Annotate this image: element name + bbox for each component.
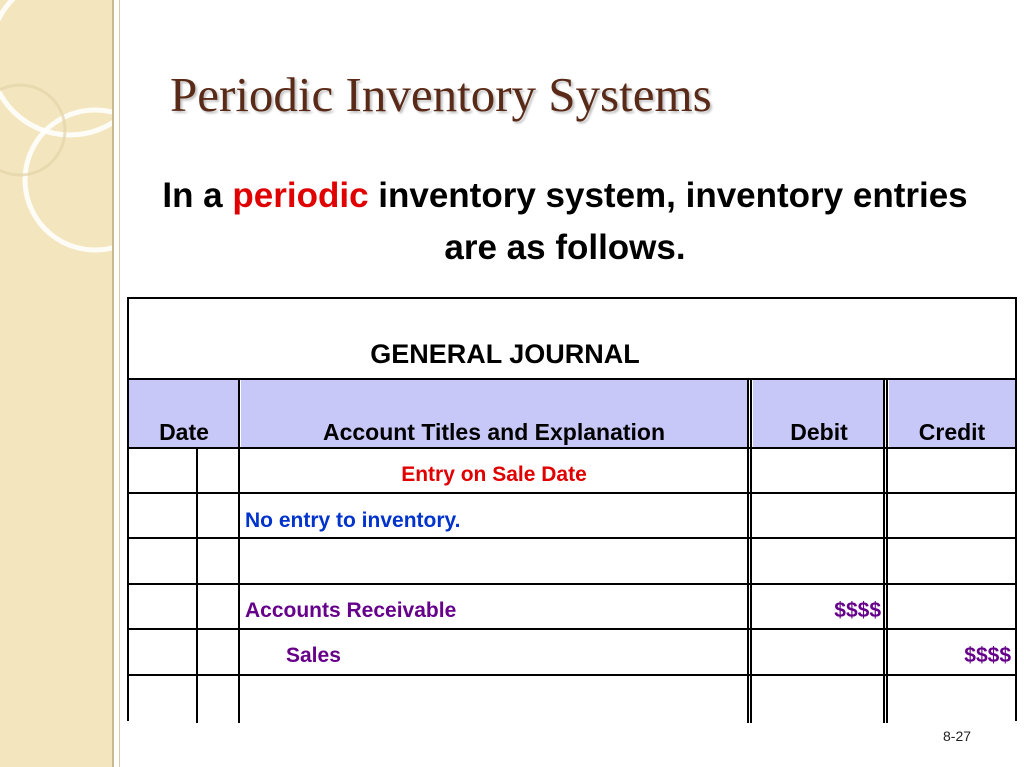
column-header-credit-label: Credit [918, 419, 986, 445]
column-rule [883, 378, 885, 723]
table-row-account: Sales [286, 644, 341, 667]
column-header-credit [889, 379, 1015, 447]
column-header-account-label: Account Titles and Explanation [322, 419, 666, 445]
column-header-date [129, 379, 239, 447]
table-row-account: Accounts Receivable [245, 599, 457, 622]
column-rule [886, 378, 888, 723]
date-split-rule [196, 447, 198, 723]
decorative-circles-icon [0, 0, 112, 767]
side-divider [119, 0, 120, 767]
column-header-debit-label: Debit [790, 419, 848, 445]
column-header-debit [753, 379, 885, 447]
table-row-credit: $$$$ [964, 644, 1011, 667]
general-journal-table [127, 297, 1017, 721]
journal-title: GENERAL JOURNAL [370, 339, 640, 369]
intro-emphasis: periodic [232, 176, 369, 215]
slide-title: Periodic Inventory Systems [170, 67, 712, 122]
decorative-side-strip [0, 0, 114, 767]
intro-text [150, 170, 980, 274]
column-rule [750, 378, 752, 723]
page-number: 8-27 [943, 728, 972, 744]
intro-text-end: inventory system, inventory entries are as follows. [368, 176, 968, 267]
table-row-debit: $$$$ [834, 599, 881, 622]
table-row-account: Entry on Sale Date [401, 463, 587, 486]
column-rule [238, 378, 240, 723]
table-row-account: No entry to inventory. [245, 509, 461, 532]
column-header-date-label: Date [159, 419, 209, 445]
column-rule [747, 378, 749, 723]
column-header-account [241, 379, 747, 447]
intro-text-start: In a [162, 176, 233, 215]
